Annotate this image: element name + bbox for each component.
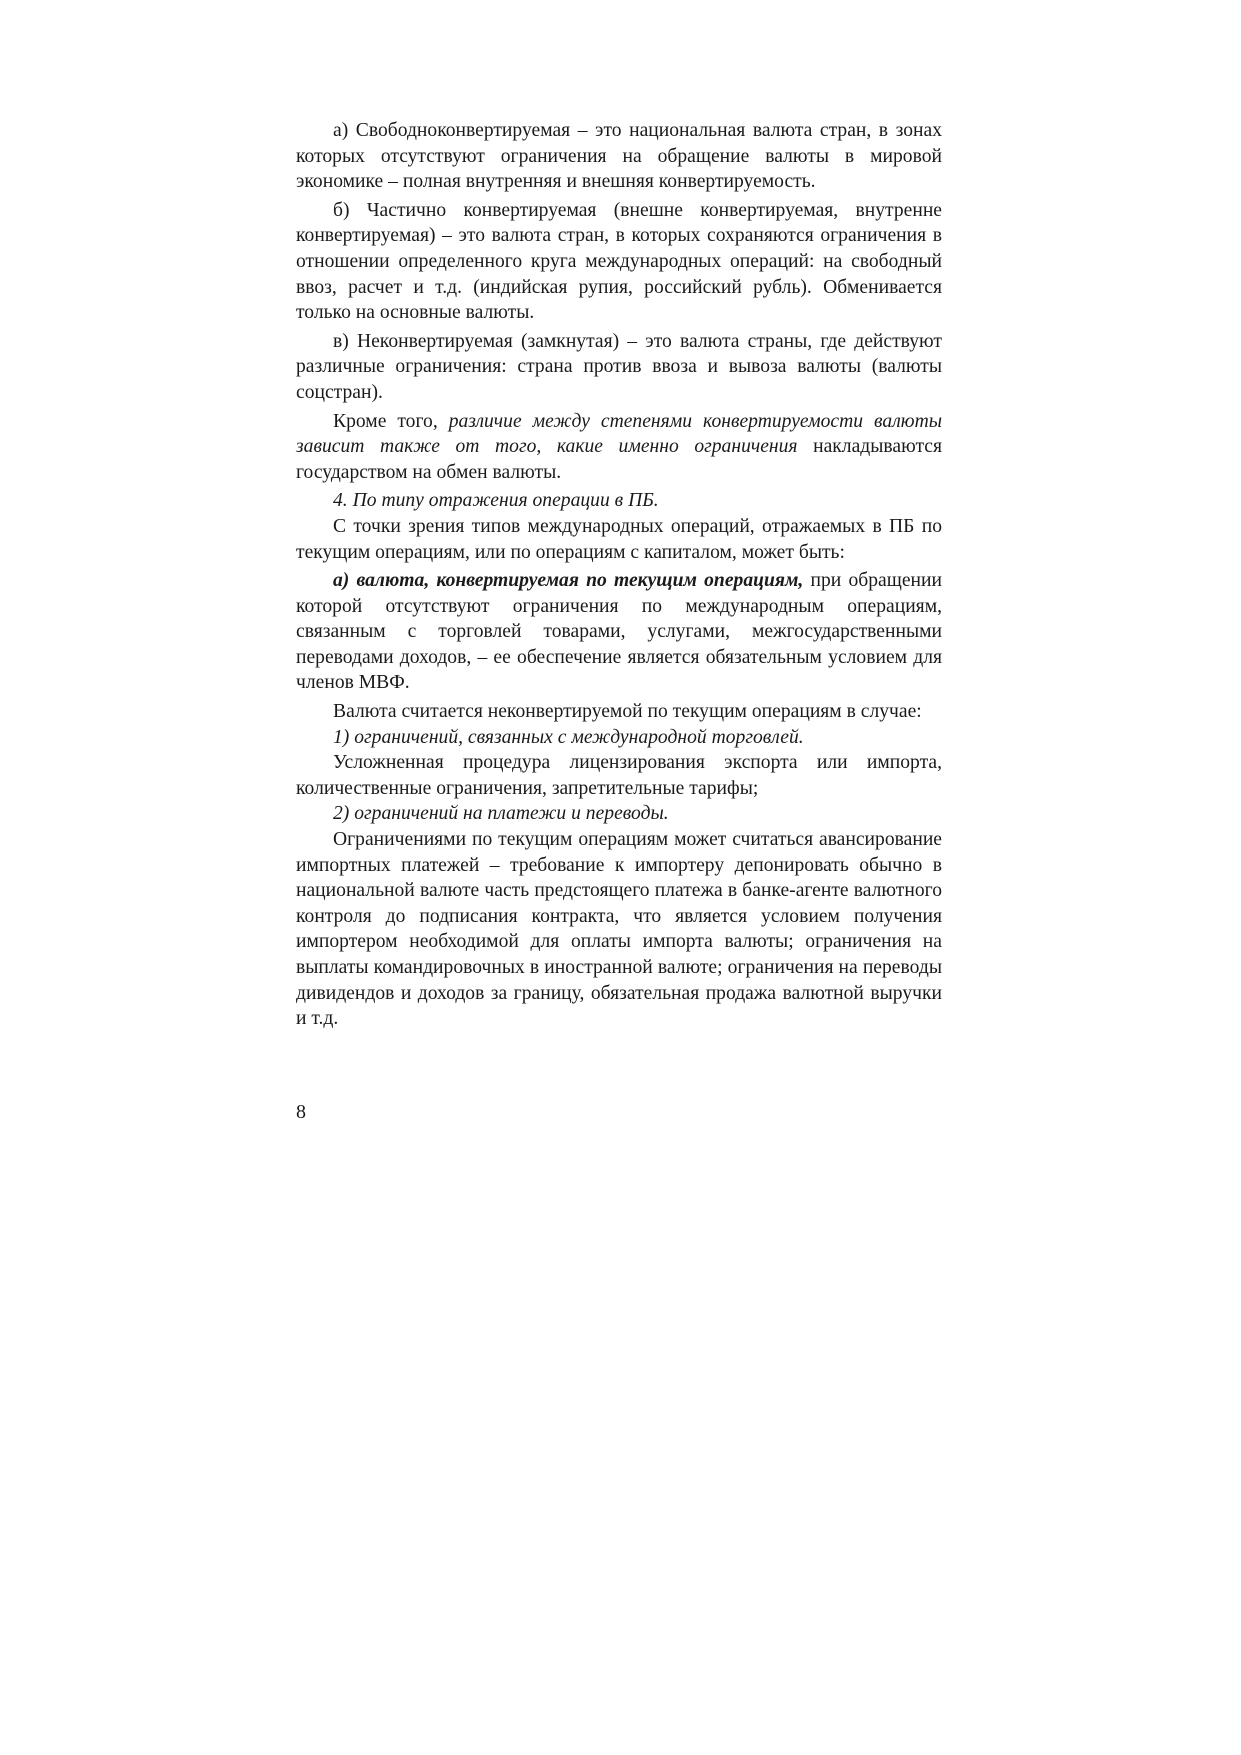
paragraph-current-operation-limits: Ограничениями по текущим операциям может считаться авансирование импортных платежей – требование к импортеру депонировать обычно в национальной валюте часть предстоящего платежа в банке-агенте валютного контроля до подписания контракта, что является условием получения импортером необходимой для оплаты импорта валюты; ограничения на выплаты командировочных в иностранной валюте; ограничения на переводы дивидендов и доходов за границу, обязательная продажа валютной выручки и т.д. [296, 829, 942, 1030]
paragraph-restrictions [296, 409, 942, 486]
paragraph-licensing: Усложненная процедура лицензирования экспорта или импорта, количественные ограничения, запретительные тарифы; [296, 752, 942, 799]
paragraph-non-convertible: в) Неконвертируемая (замкнутая) – это валюта страны, где действуют различные ограничения: страна против ввоза и вывоза валюты (валюты соцстран). [296, 330, 942, 403]
current-account-term: а) валюта, конвертируемая по текущим операциям, [333, 570, 804, 592]
list-item-payment-restrictions: 2) ограничений на платежи и переводы. [333, 803, 669, 825]
page-number: 8 [296, 1101, 306, 1123]
paragraph-restrictions-start: Кроме того, [333, 410, 449, 432]
section-heading-balance-type: 4. По типу отражения операции в ПБ. [333, 490, 659, 512]
paragraph-operation-types: С точки зрения типов международных операций, отражаемых в ПБ по текущим операциям, или по операциям с капиталом, может быть: [296, 515, 942, 563]
paragraph-freely-convertible: а) Свободноконвертируемая – это национальная валюта стран, в зонах которых отсутствуют ограничения на обращение валюты в мировой экономике – полная внутренняя и внешняя конвертируемость. [296, 120, 942, 193]
paragraph-partially-convertible: б) Частично конвертируемая (внешне конвертируемая, внутренне конвертируемая) – это валюта стран, в которых сохраняются ограничения в отношении определенного круга международных операций: на свободный ввоз, расчет и т.д. (индийская рупия, российский рубль). Обменивается только на основные валюты. [296, 199, 942, 324]
list-item-trade-restrictions: 1) ограничений, связанных с международной торговлей. [333, 726, 804, 748]
current-account-definition: при обращении которой отсутствуют ограничения по международным операциям, связанным с торговлей товарами, услугами, межгосударственными переводами доходов, – ее обеспечение является обязательным условием для членов МВФ. [296, 570, 942, 694]
paragraph-current-account [296, 568, 942, 696]
paragraph-restrictions-end: накладываются государством на обмен валюты. [296, 436, 942, 483]
paragraph-restrictions-emphasis: различие между степенями конвертируемости валюты зависит также от того, какие именно ограничения [296, 410, 942, 458]
page-body [296, 118, 942, 1032]
paragraph-non-convertible-cases: Валюта считается неконвертируемой по текущим операциям в случае: [333, 701, 922, 723]
